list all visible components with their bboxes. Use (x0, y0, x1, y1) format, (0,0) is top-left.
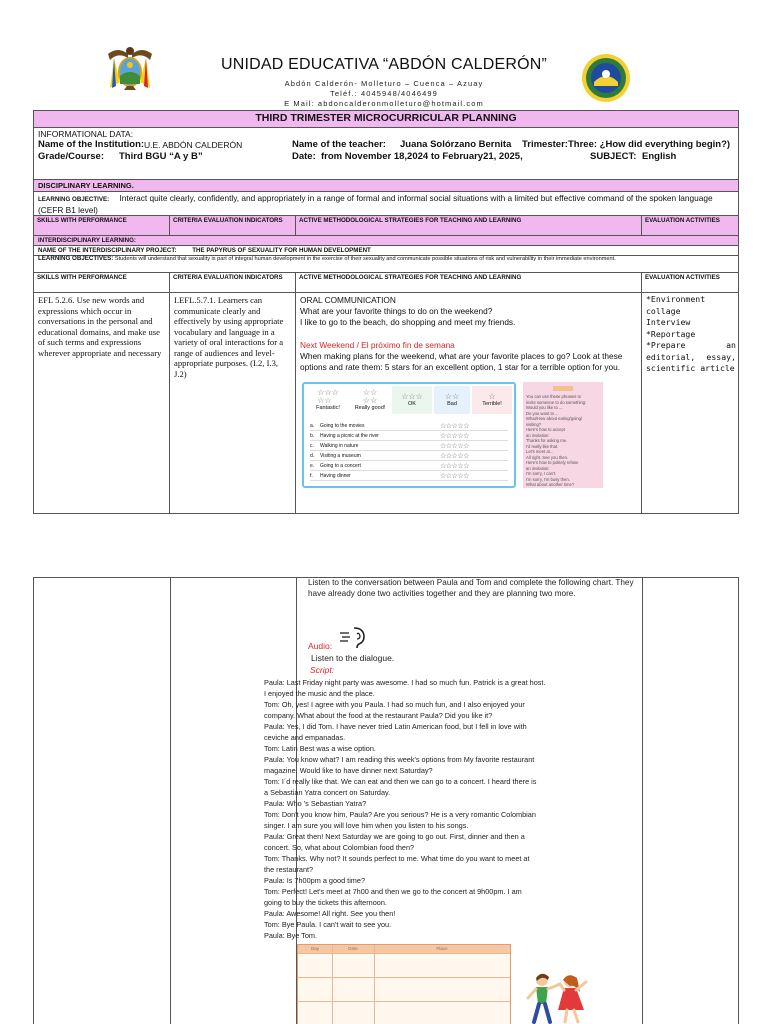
script-line: Paula: Bye Tom. (264, 931, 317, 940)
project-label: NAME OF THE INTERDISCIPLINARY PROJECT: (38, 247, 177, 254)
script-line: Tom: Latin Best was a wise option. (264, 744, 376, 753)
script-line: Tom: I´d really like that. We can eat and then we can go to a concert. I heard there is (264, 777, 537, 786)
col-eval-2: EVALUATION ACTIVITIES (645, 274, 720, 281)
star-icon: ☆☆ ☆☆ (362, 388, 378, 405)
school-phone: Teléf.: 4045948/4046499 (330, 89, 438, 98)
planning-banner-row (34, 111, 738, 128)
col-active-2: ACTIVE METHODOLOGICAL STRATEGIES FOR TEACHING AND LEARNING (296, 273, 642, 292)
script-line: Tom: Thanks. Why not? It sounds perfect to me. What time do you want to meet at (264, 854, 530, 863)
header-row-1 (34, 216, 738, 236)
next-weekend-heading: Next Weekend / El próximo fin de semana (300, 340, 455, 350)
activity-row: f. Having dinner ☆☆☆☆☆ (310, 472, 508, 481)
star-icon: ☆☆☆ (401, 392, 423, 401)
informational-label: INFORMATIONAL DATA: (38, 129, 134, 139)
ear-listening-icon (338, 624, 370, 650)
planning-banner: THIRD TRIMESTER MICROCURRICULAR PLANNING (255, 112, 517, 124)
rating-header: ☆☆☆ ☆☆ Fantastic! (316, 388, 340, 411)
criteria-text: I.EFL.5.7.1. Learners can communicate clearly and effectively by using appropriate vocabulary and language in a variety of oral interactions for a range of audiences and level-appropriate purposes. (I.2, I.3, J.2) (170, 293, 296, 513)
rating-header: ☆☆ ☆☆ Really good! (354, 388, 386, 411)
chart-header-place: Place (374, 945, 510, 953)
ecuador-coat-of-arms-icon (106, 44, 154, 94)
listen-dialogue-label: Listen to the dialogue. (311, 653, 395, 663)
stars-icon: ☆☆☆☆☆ (440, 453, 469, 460)
star-icon: ☆ (488, 392, 496, 401)
column-divider (170, 578, 171, 1024)
stars-icon: ☆☆☆☆☆ (440, 473, 469, 480)
trimester-label: Trimester: (522, 139, 568, 150)
phrases-note: You can use these phrases to invite someone to do something: Would you like to ... Do you want to ... What/How about eating/going/ visiting? Here's how to accept an invitation: Thanks for asking me. I'd really like that. Let's meet at... All right. See you then. Here's how to politely refuse an invitation: I'm sorry, I can't. I'm sorry, I'm busy then. What about another time? (523, 382, 603, 488)
eval-item-4: *Prepare an editorial, essay, scientific article (646, 340, 736, 373)
script-line: Tom: Bye Paula. I can't wait to see you. (264, 920, 392, 929)
note-tab (553, 386, 573, 391)
subject-label: SUBJECT: (590, 151, 637, 162)
script-line: Tom: Don't you know him, Paula? Are you serious? He is a very romantic Colombian (264, 810, 536, 819)
objectives-row (34, 256, 738, 273)
script-line: Paula: Last Friday night party was awesome. I had so much fun. Patrick is a great host. (264, 678, 546, 687)
project-row (34, 246, 738, 256)
disciplinary-row (34, 180, 738, 192)
script-line: concert. So, what about Colombian food then? (264, 843, 415, 852)
script-line: going to buy the tickets this afternoon. (264, 898, 387, 907)
eval-item-1: *Environment collage (646, 294, 706, 316)
informational-data-row (34, 128, 738, 180)
eval-item-3: *Reportage (646, 328, 696, 339)
date-label: Date: (292, 151, 316, 162)
eval-item-2: Interview (646, 317, 691, 327)
rating-header: ☆☆ Bad (434, 386, 470, 414)
col-eval: EVALUATION ACTIVITIES (645, 217, 720, 224)
script-line: Paula: You know what? I am reading this week's options from My favorite restaurant (264, 755, 535, 764)
interdisciplinary-row (34, 236, 738, 246)
school-address: Abdón Calderón- Molleturo – Cuenca – Azuay (284, 79, 484, 88)
chart-header-date: Date (332, 945, 374, 953)
weekend-rating-card (302, 382, 516, 488)
oral-answer: I like to go to the beach, do shopping and meet my friends. (300, 317, 516, 327)
script-label: Script: (310, 665, 335, 675)
activity-row: d. Visiting a museum ☆☆☆☆☆ (310, 452, 508, 461)
chart-grid (332, 945, 333, 1024)
col-active: ACTIVE METHODOLOGICAL STRATEGIES FOR TEACHING AND LEARNING (296, 216, 642, 235)
script-line: Paula: Yes, I did Tom. I have never tried Latin American food, but I fell in love with (264, 722, 527, 731)
star-icon: ☆☆ (444, 392, 460, 401)
script-line: Paula: Is 7h00pm a good time? (264, 876, 366, 885)
rating-header: ☆ Terrible! (472, 386, 512, 414)
institution-label: Name of the Institution: (38, 139, 145, 150)
script-line: Paula: Great then! Next Saturday we are going to go out. First, dinner and then a (264, 832, 525, 841)
stars-icon: ☆☆☆☆☆ (440, 463, 469, 470)
project-value: THE PAPYRUS OF SEXUALITY FOR HUMAN DEVELOPMENT (192, 247, 371, 254)
objectives-text: Students will understand that sexuality is part of integral human development in the exercise of their sexuality and communicate possible situations of risk and vulnerability in their immediate environment. (114, 256, 616, 262)
activity-row: b. Having a picnic at the river ☆☆☆☆☆ (310, 432, 508, 441)
objective-text: Interact quite clearly, confidently, and appropriately in a range of formal and informal social situations with a limited but effective command of the spoken language (CEFR B1 level) (38, 193, 713, 215)
activity-chart (297, 944, 511, 1024)
activity-row: a. Going to the movies ☆☆☆☆☆ (310, 422, 508, 431)
chart-grid (298, 977, 510, 978)
trimester-value: Three: ¿How did everything begin?) (568, 139, 731, 150)
objective-row (34, 192, 738, 216)
script-line: Tom: Oh, yes! I agree with you Paula. I had so much fun, and I also enjoyed your (264, 700, 525, 709)
skills-text: EFL 5.2.6. Use new words and expressions which occur in conversations in the personal and educational domains, and make use of such terms and expressions wherever appropriate and necessary (34, 293, 170, 513)
chart-grid (298, 1001, 510, 1002)
star-icon: ☆☆☆ ☆☆ (317, 388, 339, 405)
column-divider (642, 578, 643, 1024)
stars-icon: ☆☆☆☆☆ (440, 423, 469, 430)
subject-value: English (642, 151, 677, 162)
disciplinary-label: DISCIPLINARY LEARNING. (38, 181, 134, 190)
school-email: E Mail: abdoncalderonmolleturo@hotmail.com (284, 99, 484, 108)
grade-value: Third BGU “A y B” (119, 151, 203, 162)
col-skills: SKILLS WITH PERFORMANCE (34, 216, 170, 235)
objective-label: LEARNING OBJECTIVE: (38, 196, 110, 203)
script-line: ceviche and empanadas. (264, 733, 346, 742)
script-line: singer. I am sure you will love him when you listen to his songs. (264, 821, 469, 830)
chart-header-day: Day (298, 945, 332, 953)
rating-header: ☆☆☆ OK (392, 386, 432, 414)
listen-instructions: Listen to the conversation between Paula and Tom and complete the following chart. They have already done two activities together and they are planning two more. (308, 578, 634, 598)
institution-value: U.E. ABDÓN CALDERÓN (144, 140, 243, 150)
audio-label: Audio: (308, 641, 333, 651)
col-skills-2: SKILLS WITH PERFORMANCE (34, 273, 170, 292)
oral-title: ORAL COMMUNICATION (300, 295, 396, 305)
dancing-couple-illustration (522, 972, 592, 1024)
script-line: the restaurant? (264, 865, 314, 874)
script-line: company. What about the food at the restaurant Paula? Did you like it? (264, 711, 493, 720)
oral-question: What are your favorite things to do on the weekend? (300, 306, 493, 316)
school-name: UNIDAD EDUCATIVA “ABDÓN CALDERÓN” (220, 56, 548, 73)
teacher-label: Name of the teacher: (292, 139, 386, 150)
activity-row: c. Walking in nature ☆☆☆☆☆ (310, 442, 508, 451)
col-criteria: CRITERIA EVALUATION INDICATORS (170, 216, 296, 235)
school-emblem-icon (580, 52, 632, 104)
grade-label: Grade/Course: (38, 151, 104, 162)
stars-icon: ☆☆☆☆☆ (440, 443, 469, 450)
chart-grid (374, 945, 375, 1024)
script-line: Paula: Who 's Sebastian Yatra? (264, 799, 367, 808)
date-value: from November 18,2024 to February21, 2025, (321, 151, 523, 162)
activity-row: e. Going to a concert ☆☆☆☆☆ (310, 462, 508, 471)
header-row-2 (34, 273, 738, 293)
script-line: Tom: Perfect! Let's meet at 7h00 and then we go to the concert at 9h00pm. I am (264, 887, 522, 896)
script-line: a Sebastian Yatra concert on Saturday. (264, 788, 391, 797)
objectives-label: LEARNING OBJECTIVES: (38, 255, 114, 262)
teacher-value: Juana Solórzano Bernita (400, 139, 512, 150)
interdisciplinary-label: INTERDISCIPLINARY LEARNING: (38, 237, 136, 244)
stars-icon: ☆☆☆☆☆ (440, 433, 469, 440)
script-line: Paula: Awesome! All right. See you then! (264, 909, 396, 918)
script-line: magazine. Would like to have dinner next Saturday? (264, 766, 433, 775)
plans-instructions: When making plans for the weekend, what are your favorite places to go? Look at these options and rate them: 5 stars for an excellent option, 1 star for a terrible option for you. (300, 351, 623, 372)
col-criteria-2: CRITERIA EVALUATION INDICATORS (170, 273, 296, 292)
script-line: I enjoyed the music and the place. (264, 689, 375, 698)
chart-grid (298, 953, 510, 954)
evaluation-activities (642, 293, 740, 513)
